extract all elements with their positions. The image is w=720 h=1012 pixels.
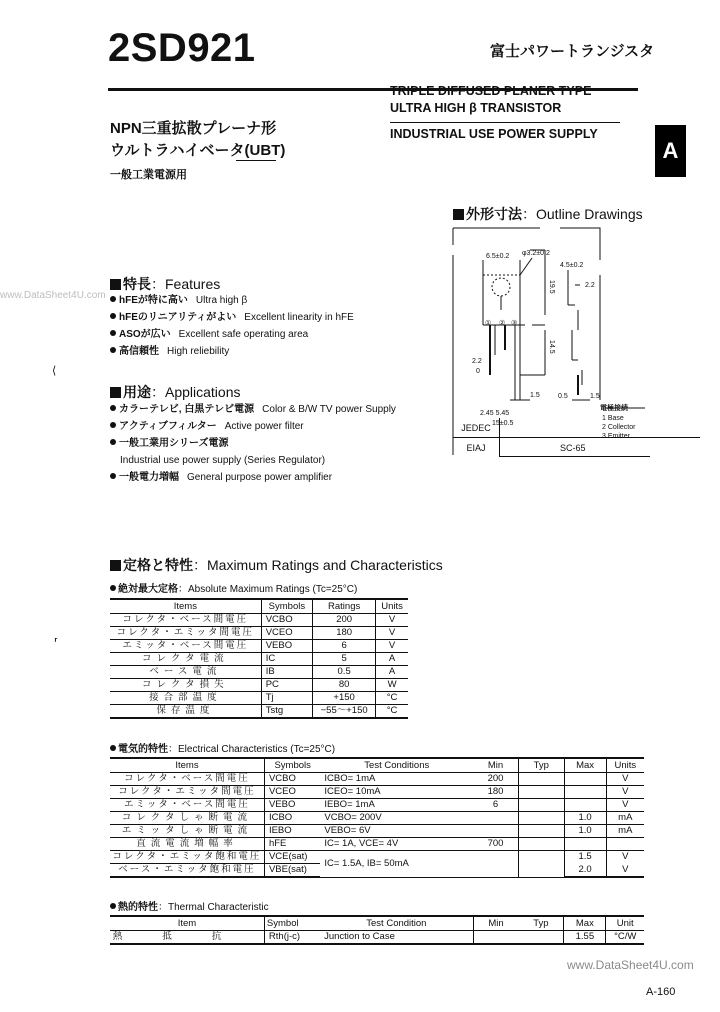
cell-item: 保存温度 (110, 705, 261, 719)
dim-hole: φ3.2±0.2 (522, 250, 550, 257)
electrical-title-en: Electrical Characteristics (Tc=25°C) (178, 744, 336, 755)
feature-item (110, 292, 354, 309)
cell-unit: A (376, 666, 408, 679)
features-heading-en: Features (165, 276, 221, 292)
bullet-icon (110, 296, 116, 302)
feature-item (110, 326, 354, 343)
electrical-title-jp: 電気的特性 (118, 744, 168, 755)
thermal-title (110, 898, 269, 913)
cell-min: 700 (473, 838, 518, 851)
dim-2-2: 2.2 (472, 358, 482, 365)
thermal-characteristics-table (110, 915, 644, 945)
pin-2-label: ② (499, 320, 506, 327)
dim-lead: 14.5 (548, 340, 555, 354)
electrical-title (110, 740, 335, 755)
table-row (110, 838, 644, 851)
cell-symbol: hFE (264, 838, 320, 851)
cell-item: コレクタしゃ断電流 (110, 812, 264, 825)
standard-row (453, 418, 700, 438)
cell-symbol: IEBO (264, 825, 320, 838)
cell-condition: ICEO= 10mA (320, 786, 473, 799)
cell-symbol: Rth(j-c) (264, 931, 320, 945)
col-item: Item (110, 916, 264, 931)
part-number: 2SD921 (108, 26, 256, 70)
cell-symbol: VCBO (261, 614, 312, 627)
feature-en: Excellent safe operating area (178, 329, 309, 340)
cell-symbol: VCE(sat) (264, 851, 320, 864)
outline-heading-jp: 外形寸法 (466, 206, 522, 222)
title-separator: ： (168, 744, 178, 755)
cell-min: 180 (473, 786, 518, 799)
col-symbols: Symbols (264, 758, 320, 773)
cell-min (473, 931, 518, 945)
application-jp: アクティブフィルター (119, 421, 217, 432)
cell-min: 200 (473, 773, 518, 786)
section-tab-label: A (662, 138, 679, 163)
cell-max: 2.0 (564, 864, 606, 878)
cell-rating: 200 (313, 614, 376, 627)
cell-item: エミッタ・ベース間電圧 (110, 640, 261, 653)
pin-1-label: ① (485, 320, 492, 327)
table-row (110, 653, 408, 666)
cell-symbol: VCEO (264, 786, 320, 799)
table-row (110, 799, 644, 812)
cell-item: 直流電流増幅率 (110, 838, 264, 851)
cell-condition: VEBO= 6V (320, 825, 473, 838)
table-header-row (110, 599, 408, 614)
table-row (110, 614, 408, 627)
brand-title-jp: 富士パワートランジスタ (490, 43, 655, 60)
col-units: Units (606, 758, 644, 773)
applications-heading (110, 382, 241, 402)
cell-unit: V (376, 627, 408, 640)
bullet-icon (110, 473, 116, 479)
dim-pitch: 2.45 5.45 (480, 410, 510, 417)
bullet-icon (110, 903, 116, 909)
cell-rating: 6 (313, 640, 376, 653)
cell-max: 1.5 (564, 851, 606, 864)
pin-3-label: ③ (511, 320, 518, 327)
thermal-title-jp: 熱的特性 (118, 902, 158, 913)
table-row (110, 851, 644, 864)
ratings-heading (110, 555, 443, 575)
cell-item: コレクタ電流 (110, 653, 261, 666)
features-heading-jp: 特長 (123, 276, 151, 292)
feature-item (110, 343, 354, 360)
absolute-ratings-table (110, 598, 408, 719)
application-item-continued (110, 452, 396, 469)
cell-rating: 180 (313, 627, 376, 640)
bullet-icon (110, 347, 116, 353)
cell-typ (518, 786, 564, 799)
electrical-characteristics-table (110, 757, 644, 878)
feature-jp: 高信頼性 (119, 346, 159, 357)
cell-typ (518, 773, 564, 786)
table-row (110, 773, 644, 786)
cell-item: ベース電流 (110, 666, 261, 679)
dim-1-5: 1.5 (530, 392, 540, 399)
application-en: General purpose power amplifier (187, 472, 333, 483)
cell-rating: +150 (313, 692, 376, 705)
square-bullet-icon (110, 560, 121, 571)
absolute-title-en: Absolute Maximum Ratings (Tc=25°C) (188, 584, 358, 595)
bullet-icon (110, 330, 116, 336)
bullet-icon (110, 439, 116, 445)
cell-rating: −55～+150 (313, 705, 376, 719)
col-min: Min (473, 916, 518, 931)
title-separator: ： (178, 584, 188, 595)
application-item (110, 401, 396, 418)
cell-item: 熱抵抗 (110, 931, 264, 945)
cell-item: エミッタ・ベース間電圧 (110, 799, 264, 812)
col-min: Min (473, 758, 518, 773)
cell-symbol: IC (261, 653, 312, 666)
application-en: Active power filter (224, 421, 304, 432)
cell-unit (606, 838, 644, 851)
subtitle-en-1: TRIPLE DIFFUSED PLANER TYPE (390, 84, 592, 98)
cell-unit: V (606, 864, 644, 878)
absolute-title-jp: 絶対最大定格 (118, 584, 178, 595)
cell-condition: IEBO= 1mA (320, 799, 473, 812)
heading-separator: ： (151, 276, 165, 292)
standard-row (453, 438, 700, 458)
cell-item: エミッタしゃ断電流 (110, 825, 264, 838)
standards-rule (500, 456, 650, 457)
col-items: Items (110, 599, 261, 614)
dim-width: 6.5±0.2 (486, 253, 510, 260)
table-row (110, 786, 644, 799)
cell-symbol: VCBO (264, 773, 320, 786)
package-standards-table (453, 418, 700, 457)
application-en: Industrial use power supply (Series Regulator) (120, 455, 326, 466)
features-list (110, 292, 354, 360)
cell-item: ベース・エミッタ飽和電圧 (110, 864, 264, 878)
table-row (110, 640, 408, 653)
cell-typ (518, 931, 563, 945)
features-heading (110, 274, 220, 294)
cell-max: 1.55 (564, 931, 606, 945)
col-unit: Unit (606, 916, 644, 931)
heading-separator: ： (522, 206, 536, 222)
dim-side-width: 4.5±0.2 (560, 262, 584, 269)
cell-condition: Junction to Case (320, 931, 473, 945)
table-row (110, 666, 408, 679)
application-jp: カラーテレビ, 白黒テレビ電源 (119, 404, 255, 415)
cell-max: 1.0 (564, 812, 606, 825)
watermark-bottom: www.DataSheet4U.com (567, 958, 694, 972)
subtitle-en-2: ULTRA HIGH β TRANSISTOR (390, 101, 562, 115)
col-max: Max (564, 916, 606, 931)
table-row (110, 627, 408, 640)
cell-item: 接合部温度 (110, 692, 261, 705)
outline-heading-en: Outline Drawings (536, 206, 643, 222)
standard-label: EIAJ (453, 438, 500, 458)
cell-typ (518, 799, 564, 812)
cell-condition: VCBO= 200V (320, 812, 473, 825)
bullet-icon (110, 405, 116, 411)
feature-en: Excellent linearity in hFE (244, 312, 354, 323)
application-item (110, 469, 396, 486)
subtitle-jp-1: NPN三重拡散プレーナ形 (110, 120, 277, 137)
col-typ: Typ (518, 758, 564, 773)
cell-rating: 5 (313, 653, 376, 666)
applications-list (110, 401, 396, 486)
table-row (110, 825, 644, 838)
standard-label: JEDEC (453, 418, 500, 438)
application-jp: 一般工業用シリーズ電源 (119, 438, 229, 449)
bullet-icon (110, 422, 116, 428)
heading-separator: ： (193, 557, 207, 573)
subtitle-en-3: INDUSTRIAL USE POWER SUPPLY (390, 127, 598, 141)
col-units: Units (376, 599, 408, 614)
cell-unit: V (606, 773, 644, 786)
table-row (110, 931, 644, 945)
cell-min: 6 (473, 799, 518, 812)
col-symbols: Symbols (261, 599, 312, 614)
cell-min (473, 851, 518, 878)
table-header-row (110, 758, 644, 773)
cell-unit: °C (376, 705, 408, 719)
heading-separator: ： (151, 384, 165, 400)
dim-2-2-side: 2.2 (585, 282, 595, 289)
cell-symbol: VEBO (261, 640, 312, 653)
cell-min (473, 825, 518, 838)
col-max: Max (564, 758, 606, 773)
cell-item: コレクタ・エミッタ間電圧 (110, 786, 264, 799)
application-en: Color & B/W TV power Supply (262, 404, 396, 415)
cell-unit: °C (376, 692, 408, 705)
cell-symbol: Tj (261, 692, 312, 705)
page-number: A-160 (646, 986, 676, 998)
pin-legend-title: 電極接続 (600, 405, 628, 412)
cell-symbol: ICBO (264, 812, 320, 825)
subtitle-jp-rule (236, 160, 276, 161)
cell-condition: IC= 1A, VCE= 4V (320, 838, 473, 851)
cell-max (564, 786, 606, 799)
applications-heading-jp: 用途 (123, 384, 151, 400)
cell-item: コレクタ・エミッタ間電圧 (110, 627, 261, 640)
cell-item: コレクタ損失 (110, 679, 261, 692)
square-bullet-icon (110, 387, 121, 398)
thermal-title-en: Thermal Characteristic (168, 902, 269, 913)
cell-max (564, 773, 606, 786)
cell-item: コレクタ・エミッタ飽和電圧 (110, 851, 264, 864)
title-separator: ： (158, 902, 168, 913)
cell-max (564, 799, 606, 812)
feature-en: Ultra high β (195, 295, 248, 306)
applications-heading-en: Applications (165, 384, 241, 400)
cell-symbol: VBE(sat) (264, 864, 320, 878)
cell-rating: 80 (313, 679, 376, 692)
cell-max: 1.0 (564, 825, 606, 838)
bullet-icon (110, 745, 116, 751)
dim-0-5: 0.5 (558, 393, 568, 400)
feature-jp: ASOが広い (119, 329, 171, 340)
col-test-conditions: Test Conditions (320, 758, 473, 773)
cell-unit: mA (606, 825, 644, 838)
pin-legend-1: 1 Base (602, 415, 624, 422)
margin-mark-2: ⸢ (54, 637, 59, 649)
cell-item: コレクタ・ベース間電圧 (110, 614, 261, 627)
feature-en: High reliebility (167, 346, 230, 357)
bullet-icon (110, 585, 116, 591)
cell-rating: 0.5 (313, 666, 376, 679)
cell-condition: ICBO= 1mA (320, 773, 473, 786)
cell-unit: V (606, 799, 644, 812)
bullet-icon (110, 313, 116, 319)
col-symbol: Symbol (264, 916, 320, 931)
watermark-left: www.DataSheet4U.com (0, 290, 106, 301)
dim-0: 0 (476, 368, 480, 375)
application-item (110, 435, 396, 452)
cell-symbol: Tstg (261, 705, 312, 719)
square-bullet-icon (453, 209, 464, 220)
standard-value (500, 418, 701, 438)
col-items: Items (110, 758, 264, 773)
cell-unit: V (376, 640, 408, 653)
dim-15: 15±0.5 (492, 420, 514, 427)
table-row (110, 705, 408, 719)
absolute-ratings-title (110, 580, 357, 595)
cell-unit: °C/W (606, 931, 644, 945)
cell-unit: V (606, 851, 644, 864)
dim-height: 19.5 (548, 280, 555, 294)
cell-min (473, 812, 518, 825)
standard-value: SC-65 (560, 442, 586, 453)
feature-jp: hFEのリニアリティがよい (119, 312, 237, 323)
feature-jp: hFEが特に高い (119, 295, 188, 306)
dim-1-5-side: 1.5 (590, 393, 600, 400)
square-bullet-icon (110, 279, 121, 290)
col-typ: Typ (518, 916, 563, 931)
ratings-heading-en: Maximum Ratings and Characteristics (207, 557, 443, 573)
table-header-row (110, 916, 644, 931)
subtitle-jp-3: 一般工業電源用 (110, 169, 187, 181)
col-test-condition: Test Condition (320, 916, 473, 931)
cell-unit: mA (606, 812, 644, 825)
cell-typ (518, 825, 564, 838)
ratings-heading-jp: 定格と特性 (123, 557, 193, 573)
feature-item (110, 309, 354, 326)
cell-max (564, 838, 606, 851)
cell-unit: W (376, 679, 408, 692)
table-row (110, 692, 408, 705)
section-tab (655, 125, 686, 177)
table-row (110, 679, 408, 692)
col-ratings: Ratings (313, 599, 376, 614)
margin-mark-1: ⟨ (52, 365, 57, 377)
cell-unit: V (606, 786, 644, 799)
cell-unit: A (376, 653, 408, 666)
pin-legend-3: 3 Emitter (602, 433, 631, 440)
cell-symbol: VCEO (261, 627, 312, 640)
cell-condition: IC= 1.5A, IB= 50mA (320, 851, 473, 878)
table-row (110, 812, 644, 825)
cell-typ (518, 838, 564, 851)
subtitle-en-rule (390, 122, 620, 123)
application-item (110, 418, 396, 435)
cell-unit: V (376, 614, 408, 627)
outline-heading (453, 204, 643, 224)
cell-symbol: VEBO (264, 799, 320, 812)
pin-legend-2: 2 Collector (602, 424, 636, 431)
cell-symbol: IB (261, 666, 312, 679)
cell-typ (518, 851, 564, 878)
cell-item: コレクタ・ベース間電圧 (110, 773, 264, 786)
application-jp: 一般電力増幅 (119, 472, 179, 483)
cell-symbol: PC (261, 679, 312, 692)
cell-typ (518, 812, 564, 825)
subtitle-jp-2: ウルトラハイベータ(UBT) (110, 142, 286, 159)
